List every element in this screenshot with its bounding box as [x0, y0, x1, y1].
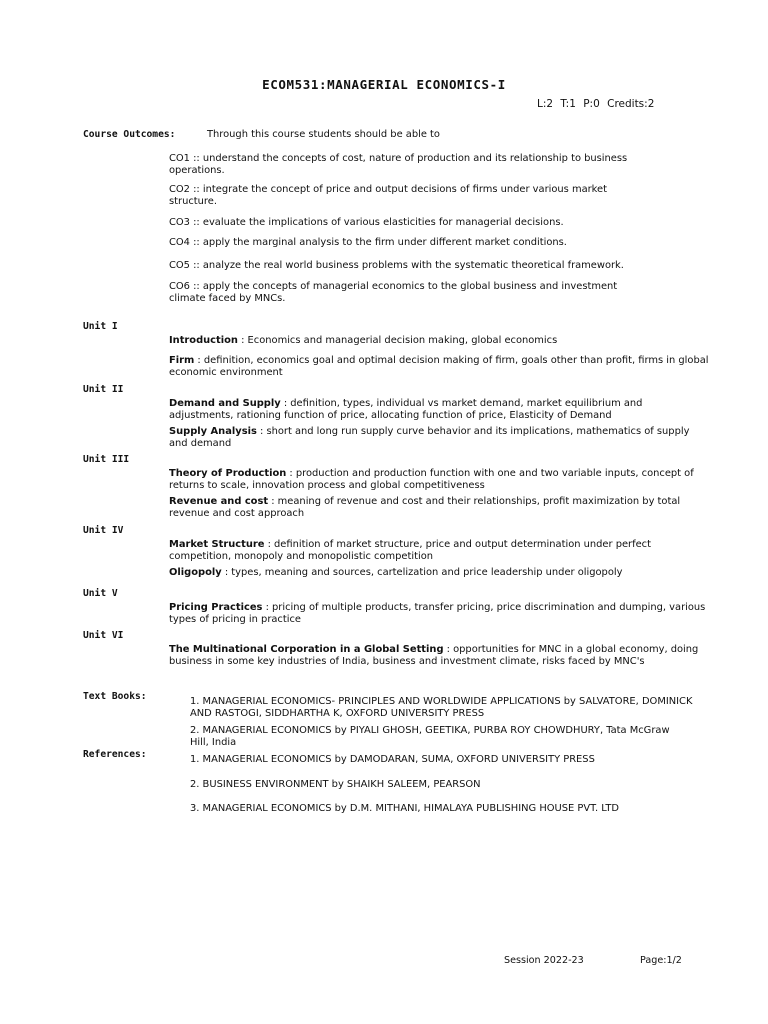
session-label: Session 2022-23	[504, 955, 584, 966]
topic-text: : meaning of revenue and cost and their relationships, profit maximization by total revenue and cost approach	[169, 496, 681, 519]
reference-item: 1. MANAGERIAL ECONOMICS by DAMODARAN, SUMA, OXFORD UNIVERSITY PRESS	[190, 754, 595, 765]
text-book-item: 2. MANAGERIAL ECONOMICS by PIYALI GHOSH, GEETIKA, PURBA ROY CHOWDHURY, Tata McGraw Hill, India	[190, 725, 670, 748]
topic-title: The Multinational Corporation in a Global Setting	[169, 644, 444, 655]
course-title: ECOM531:MANAGERIAL ECONOMICS-I	[262, 77, 506, 92]
course-outcomes-intro: Through this course students should be able to	[207, 129, 440, 140]
references-heading: References:	[83, 749, 147, 760]
topic-text: : types, meaning and sources, cartelization and price leadership under oligopoly	[221, 567, 623, 578]
topic-title: Firm	[169, 355, 195, 366]
topic-title: Market Structure	[169, 539, 265, 550]
text-books-heading: Text Books:	[83, 691, 147, 702]
unit-topic	[169, 468, 709, 492]
topic-title: Demand and Supply	[169, 398, 281, 409]
topic-text: : opportunities for MNC in a global economy, doing business in some key industries of India, business and investment climate, risks faced by MNC's	[169, 644, 699, 667]
course-outcome-item: CO4 :: apply the marginal analysis to the firm under different market conditions.	[169, 237, 567, 248]
course-outcome-item: CO1 :: understand the concepts of cost, nature of production and its relationship to business operations.	[169, 153, 628, 176]
page-number: Page:1/2	[640, 955, 682, 966]
unit-topic	[169, 644, 709, 668]
unit-topic	[169, 426, 709, 450]
topic-text: : short and long run supply curve behavior and its implications, mathematics of supply and demand	[169, 426, 690, 449]
topic-title: Pricing Practices	[169, 602, 263, 613]
topic-text: : definition, economics goal and optimal decision making of firm, goals other than profit, firms in global economic environment	[169, 355, 709, 378]
topic-text: : definition, types, individual vs market demand, market equilibrium and adjustments, rationing function of price, allocating function of price, Elasticity of Demand	[169, 398, 643, 421]
unit-label: Unit IV	[83, 525, 124, 536]
unit-label: Unit II	[83, 384, 124, 395]
course-outcomes-heading: Course Outcomes:	[83, 129, 176, 140]
reference-item: 2. BUSINESS ENVIRONMENT by SHAIKH SALEEM, PEARSON	[190, 779, 481, 790]
reference-item: 3. MANAGERIAL ECONOMICS by D.M. MITHANI, HIMALAYA PUBLISHING HOUSE PVT. LTD	[190, 803, 620, 814]
unit-topic	[169, 567, 709, 579]
unit-topic	[169, 355, 709, 379]
topic-text: : production and production function with one and two variable inputs, concept of returns to scale, innovation process and global competitiveness	[169, 468, 694, 491]
unit-label: Unit VI	[83, 630, 124, 641]
unit-label: Unit III	[83, 454, 130, 465]
course-outcome-item: CO3 :: evaluate the implications of various elasticities for managerial decisions.	[169, 217, 564, 228]
topic-text: : definition of market structure, price and output determination under perfect competition, monopoly and monopolistic competition	[169, 539, 651, 562]
topic-text: : Economics and managerial decision making, global economics	[237, 335, 558, 346]
course-outcome-item: CO6 :: apply the concepts of managerial economics to the global business and investment climate faced by MNCs.	[169, 281, 618, 304]
course-outcome-item: CO5 :: analyze the real world business problems with the systematic theoretical framework.	[169, 260, 624, 271]
topic-title: Revenue and cost	[169, 496, 269, 507]
unit-label: Unit V	[83, 588, 118, 599]
unit-topic	[169, 539, 709, 563]
unit-topic	[169, 335, 709, 347]
topic-title: Introduction	[169, 335, 238, 346]
credits-line: L:2 T:1 P:0 Credits:2	[537, 98, 655, 110]
unit-topic	[169, 602, 709, 626]
unit-topic	[169, 496, 709, 520]
text-book-item: 1. MANAGERIAL ECONOMICS- PRINCIPLES AND WORLDWIDE APPLICATIONS by SALVATORE, DOMINICK AND RASTOGI, SIDDHARTHA K, OXFORD UNIVERSITY PRESS	[190, 696, 693, 719]
topic-text: : pricing of multiple products, transfer pricing, price discrimination and dumping, various types of pricing in practice	[169, 602, 706, 625]
topic-title: Theory of Production	[169, 468, 287, 479]
unit-topic	[169, 398, 709, 422]
course-outcome-item: CO2 :: integrate the concept of price and output decisions of firms under various market structure.	[169, 184, 607, 207]
topic-title: Oligopoly	[169, 567, 222, 578]
unit-label: Unit I	[83, 321, 118, 332]
topic-title: Supply Analysis	[169, 426, 257, 437]
